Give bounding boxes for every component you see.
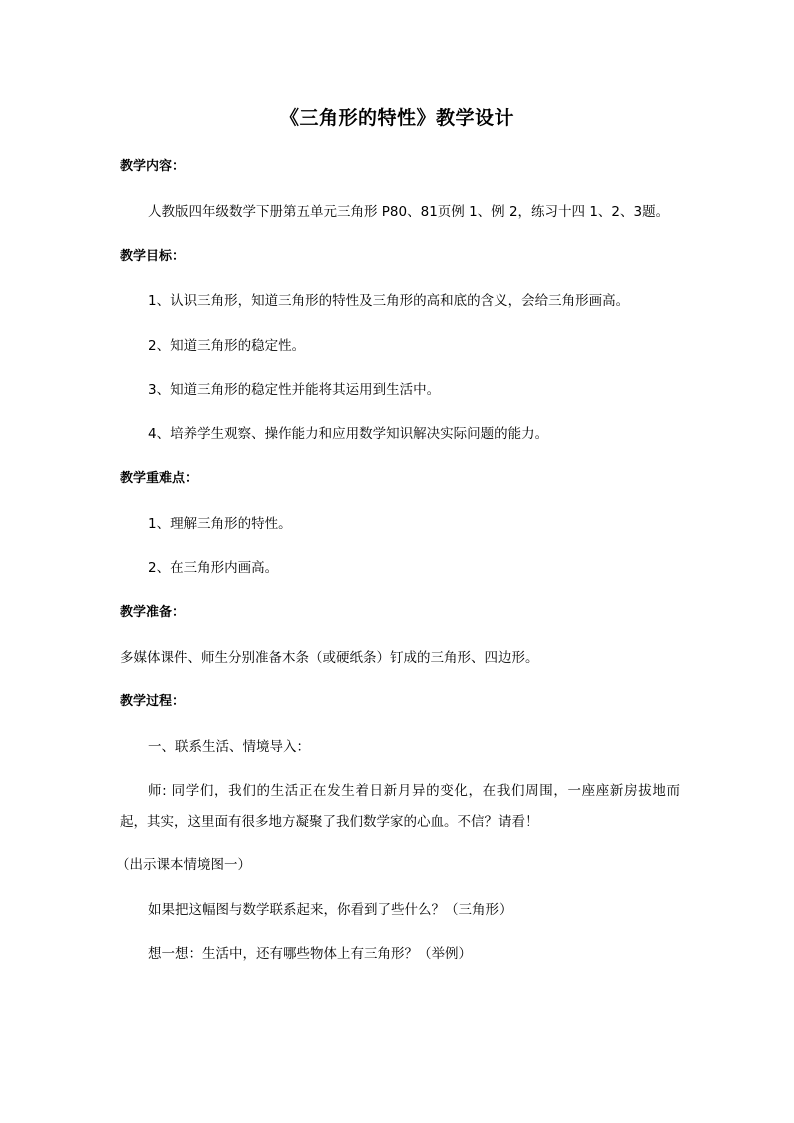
heading-teaching-content: 教学内容： — [120, 159, 186, 174]
key-point-2: 2、在三角形内画高。 — [148, 560, 279, 576]
key-point-1: 1、理解三角形的特性。 — [148, 516, 292, 532]
heading-teaching-goals: 教学目标： — [120, 249, 186, 264]
teacher-speech-paragraph: 师: 同学们，我们的生活正在发生着日新月异的变化，在我们周围，一座座新房拔地而起，其实，这里面有很多地方凝聚了我们数学家的心血。不信？请看！ — [120, 783, 680, 830]
teaching-content-text: 人教版四年级数学下册第五单元三角形 P80、81页例 1、例 2，练习十四 1、2、3题。 — [148, 204, 670, 220]
show-picture-note: （出示课本情境图一） — [116, 857, 251, 873]
goal-item-4: 4、培养学生观察、操作能力和应用数学知识解决实际问题的能力。 — [148, 426, 549, 442]
heading-preparation: 教学准备： — [120, 605, 186, 620]
document-title: 《三角形的特性》教学设计 — [279, 107, 514, 129]
question-2: 想一想：生活中，还有哪些物体上有三角形？（举例） — [148, 946, 472, 962]
heading-process: 教学过程： — [120, 694, 186, 709]
goal-item-3: 3、知道三角形的稳定性并能将其运用到生活中。 — [148, 382, 441, 398]
goal-item-2: 2、知道三角形的稳定性。 — [148, 338, 306, 354]
process-step-1: 一、联系生活、情境导入： — [148, 739, 310, 755]
goal-item-1: 1、认识三角形，知道三角形的特性及三角形的高和底的含义，会给三角形画高。 — [148, 293, 630, 309]
heading-key-points: 教学重难点： — [120, 471, 199, 486]
question-1: 如果把这幅图与数学联系起来，你看到了些什么？（三角形） — [148, 902, 513, 918]
preparation-text: 多媒体课件、师生分别准备木条（或硬纸条）钉成的三角形、四边形。 — [120, 650, 539, 666]
